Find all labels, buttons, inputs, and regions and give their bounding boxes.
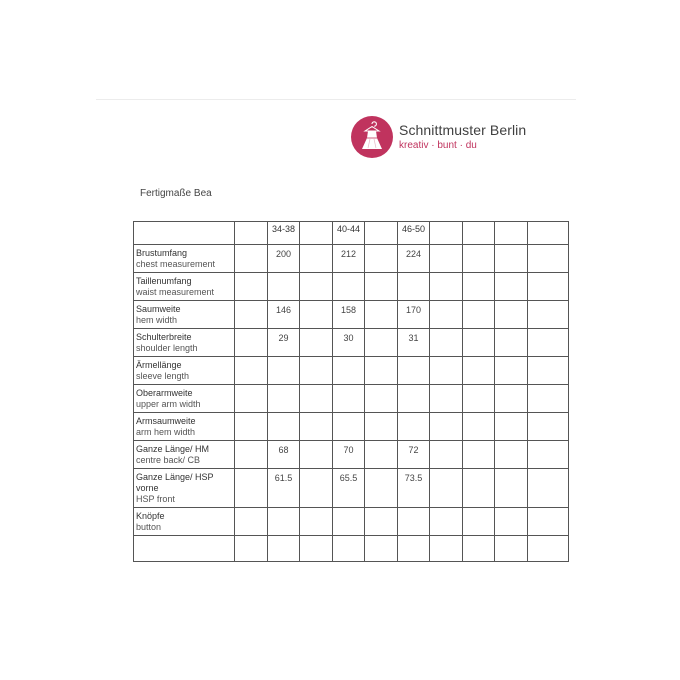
- table-row: [134, 357, 569, 385]
- empty-cell: [235, 301, 268, 329]
- empty-cell: [528, 413, 569, 441]
- empty-cell: [300, 385, 333, 413]
- row-label: [134, 273, 235, 301]
- empty-cell: [300, 329, 333, 357]
- empty-cell: [430, 413, 463, 441]
- empty-cell: [235, 441, 268, 469]
- empty-cell: [495, 508, 528, 536]
- measurement-value: 30: [333, 329, 365, 357]
- size-header: 40-44: [333, 222, 365, 245]
- row-label: [134, 329, 235, 357]
- empty-cell: [528, 385, 569, 413]
- measurement-value: 61.5: [268, 469, 300, 508]
- measurement-value: 73.5: [398, 469, 430, 508]
- empty-cell: [495, 245, 528, 273]
- empty-cell: [235, 273, 268, 301]
- empty-cell: [495, 469, 528, 508]
- table-row: [134, 508, 569, 536]
- empty-cell: [365, 245, 398, 273]
- header-cell: [430, 222, 463, 245]
- header-cell: [495, 222, 528, 245]
- label-german: Knöpfe: [136, 511, 165, 521]
- label-english: hem width: [136, 315, 178, 325]
- measurement-value: [268, 357, 300, 385]
- top-divider: [96, 99, 576, 100]
- measurement-value: [398, 536, 430, 562]
- empty-cell: [365, 329, 398, 357]
- label-german: Schulterbreite: [136, 332, 192, 342]
- row-label: [134, 245, 235, 273]
- row-label: [134, 385, 235, 413]
- empty-cell: [528, 357, 569, 385]
- row-label: [134, 441, 235, 469]
- empty-cell: [365, 357, 398, 385]
- table-row: [134, 536, 569, 562]
- row-label: [134, 413, 235, 441]
- empty-cell: [235, 413, 268, 441]
- empty-cell: [430, 329, 463, 357]
- row-label: [134, 301, 235, 329]
- measurement-value: [333, 273, 365, 301]
- empty-cell: [495, 536, 528, 562]
- empty-cell: [463, 413, 495, 441]
- measurement-value: 70: [333, 441, 365, 469]
- row-label: [134, 508, 235, 536]
- empty-cell: [463, 385, 495, 413]
- row-label: [134, 357, 235, 385]
- measurement-value: 65.5: [333, 469, 365, 508]
- header-cell: [300, 222, 333, 245]
- empty-cell: [528, 441, 569, 469]
- empty-cell: [528, 329, 569, 357]
- measurement-value: [333, 385, 365, 413]
- header-row: [134, 222, 569, 245]
- header-cell: [528, 222, 569, 245]
- empty-cell: [463, 508, 495, 536]
- measurement-table: [133, 221, 569, 562]
- document-title: Fertigmaße Bea: [140, 188, 212, 199]
- empty-cell: [430, 385, 463, 413]
- measurement-value: [333, 413, 365, 441]
- row-label: [134, 469, 235, 508]
- empty-cell: [235, 508, 268, 536]
- empty-cell: [495, 357, 528, 385]
- measurement-value: 146: [268, 301, 300, 329]
- measurement-value: [268, 413, 300, 441]
- header-cell: [235, 222, 268, 245]
- measurement-value: [333, 357, 365, 385]
- measurement-value: [268, 536, 300, 562]
- measurement-value: [398, 385, 430, 413]
- empty-cell: [235, 245, 268, 273]
- empty-cell: [365, 385, 398, 413]
- measurement-value: [398, 273, 430, 301]
- label-german: Ganze Länge/ HSP vorne: [136, 472, 214, 493]
- empty-cell: [235, 385, 268, 413]
- label-english: centre back/ CB: [136, 455, 201, 465]
- empty-cell: [463, 273, 495, 301]
- empty-cell: [300, 301, 333, 329]
- label-english: button: [136, 522, 162, 532]
- empty-cell: [463, 245, 495, 273]
- label-english: upper arm width: [136, 399, 201, 409]
- label-german: Oberarmweite: [136, 388, 193, 398]
- measurement-value: 200: [268, 245, 300, 273]
- size-header: 34-38: [268, 222, 300, 245]
- label-english: HSP front: [136, 494, 175, 504]
- measurement-value: 31: [398, 329, 430, 357]
- empty-cell: [235, 329, 268, 357]
- empty-cell: [235, 357, 268, 385]
- empty-cell: [300, 413, 333, 441]
- measurement-value: [333, 536, 365, 562]
- brand-tagline: kreativ · bunt · du: [399, 140, 477, 151]
- empty-cell: [430, 301, 463, 329]
- dress-on-hanger-icon: [351, 116, 393, 158]
- empty-cell: [300, 441, 333, 469]
- empty-cell: [463, 357, 495, 385]
- empty-cell: [495, 441, 528, 469]
- empty-cell: [430, 441, 463, 469]
- empty-cell: [430, 245, 463, 273]
- empty-cell: [300, 273, 333, 301]
- measurement-value: [268, 508, 300, 536]
- label-english: arm hem width: [136, 427, 196, 437]
- measurement-value: 29: [268, 329, 300, 357]
- label-english: shoulder length: [136, 343, 198, 353]
- empty-cell: [495, 301, 528, 329]
- empty-cell: [463, 469, 495, 508]
- measurement-value: 68: [268, 441, 300, 469]
- empty-cell: [430, 273, 463, 301]
- empty-cell: [463, 441, 495, 469]
- measurement-value: [398, 357, 430, 385]
- empty-cell: [365, 469, 398, 508]
- measurement-value: [333, 508, 365, 536]
- label-english: sleeve length: [136, 371, 190, 381]
- table-row: [134, 441, 569, 469]
- empty-cell: [430, 536, 463, 562]
- table-row: [134, 385, 569, 413]
- empty-cell: [365, 508, 398, 536]
- empty-cell: [365, 413, 398, 441]
- empty-cell: [528, 536, 569, 562]
- brand-logo[interactable]: [351, 115, 541, 159]
- empty-cell: [365, 301, 398, 329]
- label-german: Taillenumfang: [136, 276, 192, 286]
- empty-cell: [463, 301, 495, 329]
- empty-cell: [300, 357, 333, 385]
- empty-cell: [528, 273, 569, 301]
- table-row: [134, 273, 569, 301]
- table-row: [134, 245, 569, 273]
- empty-cell: [365, 441, 398, 469]
- measurement-value: [398, 413, 430, 441]
- empty-cell: [300, 245, 333, 273]
- measurement-value: 224: [398, 245, 430, 273]
- empty-cell: [430, 357, 463, 385]
- empty-cell: [495, 413, 528, 441]
- empty-cell: [430, 469, 463, 508]
- brand-name: Schnittmuster Berlin: [399, 122, 527, 138]
- empty-cell: [365, 273, 398, 301]
- label-german: Brustumfang: [136, 248, 188, 258]
- label-german: Ärmellänge: [136, 360, 182, 370]
- label-german: Armsaumweite: [136, 416, 196, 426]
- measurement-value: 170: [398, 301, 430, 329]
- label-german: Ganze Länge/ HM: [136, 444, 210, 454]
- header-cell: [134, 222, 235, 245]
- empty-cell: [300, 469, 333, 508]
- empty-cell: [495, 329, 528, 357]
- header-cell: [365, 222, 398, 245]
- empty-cell: [528, 508, 569, 536]
- label-german: Saumweite: [136, 304, 181, 314]
- label-english: chest measurement: [136, 259, 216, 269]
- measurement-value: [398, 508, 430, 536]
- empty-cell: [528, 469, 569, 508]
- size-header: 46-50: [398, 222, 430, 245]
- empty-cell: [463, 329, 495, 357]
- measurement-value: 72: [398, 441, 430, 469]
- empty-cell: [528, 245, 569, 273]
- empty-cell: [235, 536, 268, 562]
- table-row: [134, 413, 569, 441]
- measurement-value: [268, 273, 300, 301]
- table-row: [134, 469, 569, 508]
- row-label: [134, 536, 235, 562]
- empty-cell: [495, 385, 528, 413]
- empty-cell: [528, 301, 569, 329]
- empty-cell: [235, 469, 268, 508]
- header-cell: [463, 222, 495, 245]
- empty-cell: [495, 273, 528, 301]
- empty-cell: [300, 536, 333, 562]
- measurement-value: 158: [333, 301, 365, 329]
- empty-cell: [365, 536, 398, 562]
- table-row: [134, 301, 569, 329]
- empty-cell: [463, 536, 495, 562]
- empty-cell: [300, 508, 333, 536]
- measurement-value: 212: [333, 245, 365, 273]
- empty-cell: [430, 508, 463, 536]
- table-body: [134, 245, 569, 562]
- measurement-value: [268, 385, 300, 413]
- label-english: waist measurement: [136, 287, 215, 297]
- table-row: [134, 329, 569, 357]
